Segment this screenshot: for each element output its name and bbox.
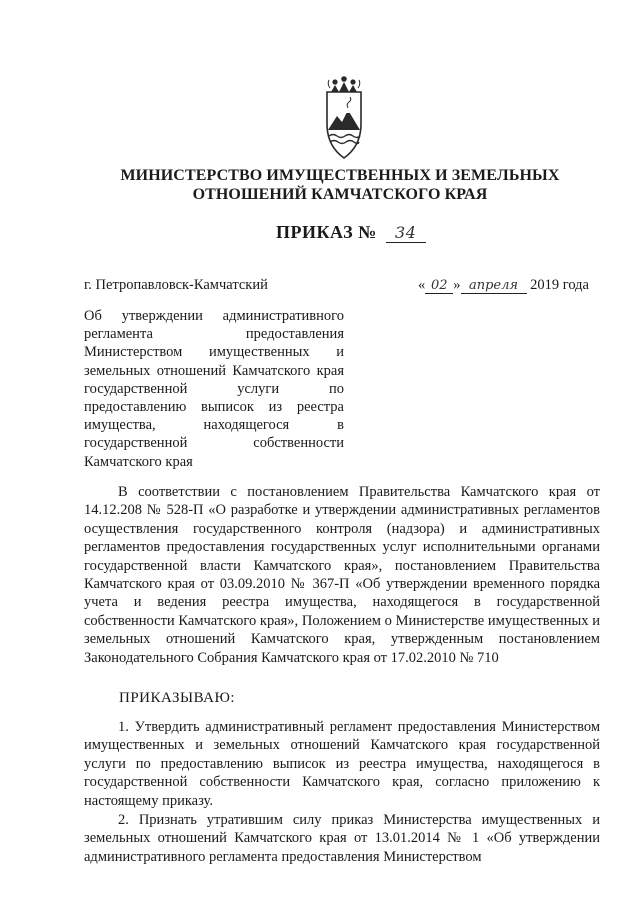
kamchatka-coat-of-arms-icon bbox=[324, 72, 364, 162]
date-close-quote: » bbox=[453, 277, 461, 293]
order-date bbox=[418, 277, 589, 294]
ministry-line-1: МИНИСТЕРСТВО ИМУЩЕСТВЕННЫХ И ЗЕМЕЛЬНЫХ bbox=[120, 167, 560, 184]
order-title bbox=[276, 222, 426, 243]
date-open-quote: « bbox=[418, 277, 426, 293]
order-directive-word: ПРИКАЗЫВАЮ: bbox=[119, 690, 236, 706]
order-subject: Об утверждении административного регламента предоставления Министерством имущественных и земельных отношений Камчатского края государственной услуги по предоставлению выписок из реестра имущества, находящегося в государственной собственности Камчатского края bbox=[84, 308, 344, 470]
ministry-name bbox=[80, 166, 600, 204]
preamble-section bbox=[84, 483, 600, 667]
order-item-1: 1. Утвердить административный регламент предоставления Министерством имущественных и земельных отношений Камчатского края государственной услуги по предоставлению выписок из реестра имущества, находящегося в государственной собственности Камчатского края, согласно приложению к настоящему приказу. bbox=[84, 719, 600, 809]
date-year: 2019 года bbox=[530, 277, 589, 293]
order-number-handwritten: 34 bbox=[386, 223, 426, 243]
city-name: г. Петропавловск-Камчатский bbox=[84, 277, 268, 293]
order-items bbox=[84, 718, 600, 866]
preamble-paragraph: В соответствии с постановлением Правительства Камчатского края от 14.12.208 № 528-П «О разработке и утверждении административных регламентов осуществления государственного контроля (надзора) и административных регламентов предоставления государственных услуг исполнительными органами государственной власти Камчатского края», постановлением Правительства Камчатского края от 03.09.2010 № 367-П «Об утверждении временного порядка учета и ведения реестра имущества, находящегося в государственной собственности Камчатского края», Положением о Министерстве имущественных и земельных отношений Камчатского края, утвержденным постановлением Законодательного Собрания Камчатского края от 17.02.2010 № 710 bbox=[84, 484, 600, 666]
order-item-2: 2. Признать утратившим силу приказ Министерства имущественных и земельных отношений Камчатского края от 13.01.2014 № 1 «Об утверждении административного регламента предоставления Министерством bbox=[84, 812, 600, 865]
date-day-handwritten: 02 bbox=[425, 278, 453, 294]
date-month-handwritten: апреля bbox=[461, 278, 527, 294]
ministry-line-2: ОТНОШЕНИЙ КАМЧАТСКОГО КРАЯ bbox=[192, 186, 488, 203]
order-label: ПРИКАЗ № bbox=[276, 222, 377, 242]
